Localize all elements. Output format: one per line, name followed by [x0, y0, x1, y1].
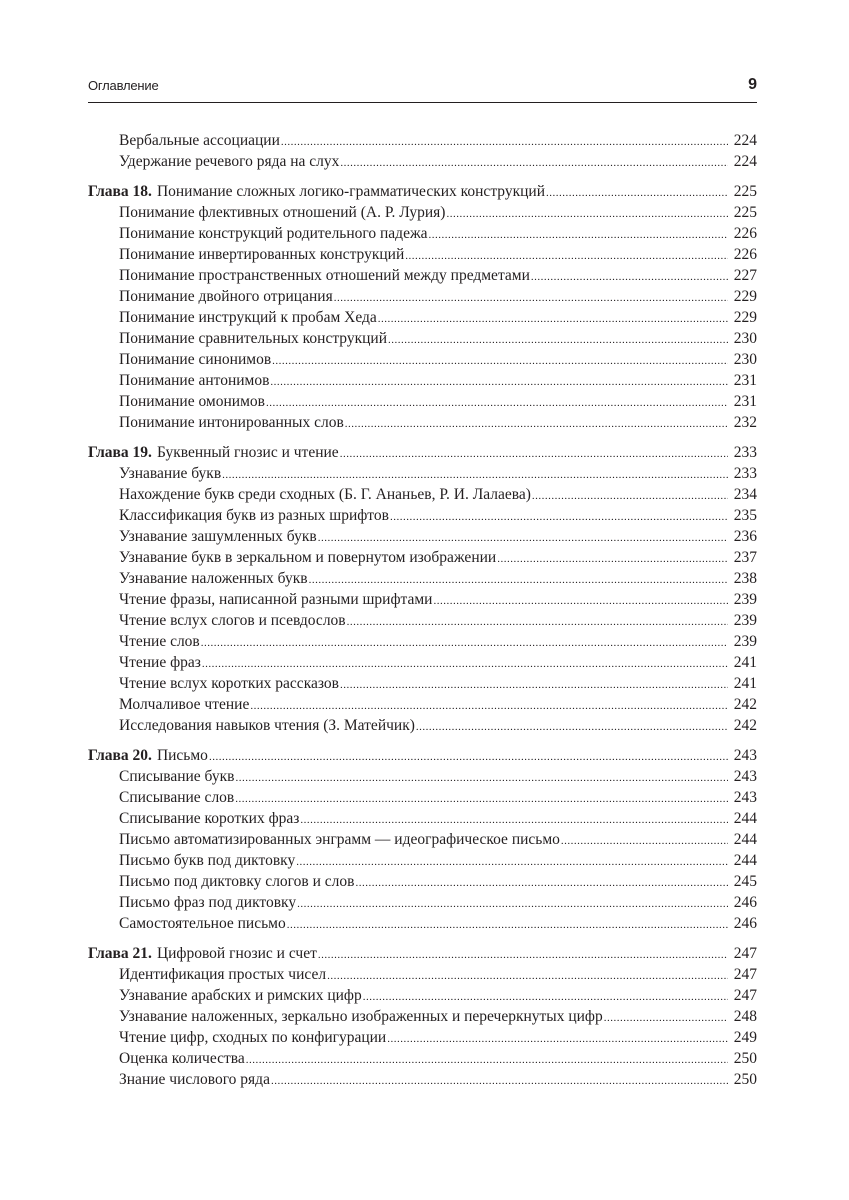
toc-entry[interactable] [88, 610, 757, 631]
toc-entry-page: 248 [733, 1008, 757, 1025]
toc-entry[interactable] [88, 985, 757, 1006]
toc-entry-title: Узнавание наложенных, зеркально изображенных и перечеркнутых цифр [119, 1008, 603, 1025]
toc-entry-page: 245 [733, 873, 757, 890]
toc-entry-page: 232 [733, 414, 757, 431]
toc-entry-title: Понимание интонированных слов [119, 414, 344, 431]
dot-leader [246, 1050, 728, 1071]
dot-leader [390, 507, 728, 528]
toc-entry-title: Чтение цифр, сходных по конфигурации [119, 1029, 387, 1046]
toc-entry[interactable] [88, 652, 757, 673]
dot-leader [604, 1008, 728, 1029]
toc-entry-page: 224 [733, 132, 757, 149]
dot-leader [355, 873, 728, 894]
toc-entry[interactable] [88, 1069, 757, 1090]
toc-entry-title: Классификация букв из разных шрифтов [119, 507, 389, 524]
toc-entry-page: 250 [733, 1050, 757, 1067]
toc-entry-page: 241 [733, 654, 757, 671]
dot-leader [309, 570, 728, 591]
toc-entry-page: 235 [733, 507, 757, 524]
dot-leader [296, 852, 728, 873]
dot-leader [405, 246, 728, 267]
toc-entry-title: Узнавание зашумленных букв [119, 528, 317, 545]
toc-entry[interactable] [88, 808, 757, 829]
toc-entry[interactable] [88, 850, 757, 871]
chapter-label: Глава 19. [88, 444, 152, 461]
toc-entry[interactable] [88, 286, 757, 307]
toc-entry-title: Письмо букв под диктовку [119, 852, 296, 869]
toc-entry[interactable] [88, 151, 757, 172]
dot-leader [378, 309, 728, 330]
dot-leader [300, 810, 728, 831]
toc-entry-title: Оценка количества [119, 1050, 245, 1067]
toc-entry-page: 247 [733, 987, 757, 1004]
toc-entry-page: 246 [733, 894, 757, 911]
page-number: 9 [748, 76, 757, 93]
toc-entry-title: Идентификация простых чисел [119, 966, 327, 983]
toc-entry[interactable] [88, 766, 757, 787]
toc-entry[interactable] [88, 673, 757, 694]
dot-leader [340, 675, 728, 696]
dot-leader [327, 966, 728, 987]
dot-leader [272, 351, 728, 372]
toc-entry-title: Письмо под диктовку слогов и слов [119, 873, 355, 890]
dot-leader [287, 915, 728, 936]
dot-leader [347, 612, 728, 633]
dot-leader [345, 414, 728, 435]
table-of-contents [88, 130, 757, 1090]
dot-leader [363, 987, 728, 1008]
toc-entry-title: Буквенный гнозис и чтение [156, 444, 339, 461]
toc-entry-page: 236 [733, 528, 757, 545]
toc-entry-page: 225 [733, 183, 757, 200]
running-header [88, 76, 757, 103]
toc-entry-page: 246 [733, 915, 757, 932]
chapter-label: Глава 18. [88, 183, 152, 200]
toc-chapter-entry[interactable] [88, 442, 757, 463]
toc-entry-page: 239 [733, 633, 757, 650]
toc-entry-page: 229 [733, 309, 757, 326]
toc-entry-title: Письмо автоматизированных энграмм — идеографическое письмо [119, 831, 560, 848]
toc-entry[interactable] [88, 370, 757, 391]
toc-entry[interactable] [88, 130, 757, 151]
toc-entry[interactable] [88, 715, 757, 736]
dot-leader [281, 132, 728, 153]
toc-entry-title: Письмо фраз под диктовку [119, 894, 297, 911]
toc-entry[interactable] [88, 1006, 757, 1027]
toc-entry[interactable] [88, 349, 757, 370]
toc-entry-title: Понимание двойного отрицания [119, 288, 333, 305]
toc-entry-page: 230 [733, 330, 757, 347]
toc-chapter-entry[interactable] [88, 943, 757, 964]
toc-entry-title: Молчаливое чтение [119, 696, 250, 713]
toc-entry-page: 250 [733, 1071, 757, 1088]
toc-entry-title: Чтение фразы, написанной разными шрифтами [119, 591, 433, 608]
dot-leader [202, 654, 728, 675]
toc-entry-page: 244 [733, 831, 757, 848]
toc-entry[interactable] [88, 829, 757, 850]
dot-leader [497, 549, 728, 570]
toc-entry[interactable] [88, 463, 757, 484]
toc-entry[interactable] [88, 568, 757, 589]
toc-entry[interactable] [88, 589, 757, 610]
toc-entry-page: 230 [733, 351, 757, 368]
toc-entry-title: Узнавание наложенных букв [119, 570, 308, 587]
dot-leader [297, 894, 728, 915]
toc-entry-title: Понимание пространственных отношений между предметами [119, 267, 530, 284]
toc-entry-page: 234 [733, 486, 757, 503]
dot-leader [532, 486, 728, 507]
toc-entry-title: Исследования навыков чтения (З. Матейчик) [119, 717, 415, 734]
toc-entry-page: 239 [733, 591, 757, 608]
toc-entry-title: Самостоятельное письмо [119, 915, 286, 932]
toc-entry-page: 242 [733, 696, 757, 713]
toc-entry-title: Списывание букв [119, 768, 235, 785]
dot-leader [235, 789, 728, 810]
toc-entry-title: Списывание коротких фраз [119, 810, 300, 827]
toc-entry[interactable] [88, 694, 757, 715]
toc-chapter-entry[interactable] [88, 181, 757, 202]
dot-leader [446, 204, 728, 225]
dot-leader [387, 1029, 728, 1050]
dot-leader [334, 288, 728, 309]
dot-leader [318, 945, 728, 966]
toc-entry-page: 225 [733, 204, 757, 221]
toc-entry-page: 229 [733, 288, 757, 305]
toc-entry[interactable] [88, 484, 757, 505]
toc-entry-page: 244 [733, 852, 757, 869]
toc-entry[interactable] [88, 265, 757, 286]
toc-entry-page: 243 [733, 768, 757, 785]
toc-entry[interactable] [88, 412, 757, 433]
chapter-label: Глава 21. [88, 945, 152, 962]
dot-leader [271, 1071, 728, 1092]
toc-entry-title: Знание числового ряда [119, 1071, 270, 1088]
toc-entry-title: Чтение слов [119, 633, 200, 650]
toc-entry-title: Понимание флективных отношений (А. Р. Лурия) [119, 204, 446, 221]
toc-entry-page: 226 [733, 246, 757, 263]
toc-entry-title: Понимание сложных логико-грамматических конструкций [156, 183, 545, 200]
toc-entry-page: 238 [733, 570, 757, 587]
dot-leader [318, 528, 728, 549]
toc-entry[interactable] [88, 526, 757, 547]
toc-entry-page: 227 [733, 267, 757, 284]
toc-entry[interactable] [88, 505, 757, 526]
dot-leader [561, 831, 728, 852]
toc-entry-title: Понимание инвертированных конструкций [119, 246, 405, 263]
dot-leader [429, 225, 728, 246]
dot-leader [531, 267, 728, 288]
toc-entry-title: Понимание антонимов [119, 372, 270, 389]
toc-chapter-entry[interactable] [88, 745, 757, 766]
toc-entry-page: 231 [733, 372, 757, 389]
toc-entry[interactable] [88, 547, 757, 568]
toc-entry[interactable] [88, 1048, 757, 1069]
toc-entry[interactable] [88, 307, 757, 328]
running-header-title: Оглавление [88, 78, 159, 93]
toc-entry-title: Понимание инструкций к пробам Хеда [119, 309, 377, 326]
dot-leader [433, 591, 728, 612]
toc-entry-page: 233 [733, 465, 757, 482]
toc-entry[interactable] [88, 871, 757, 892]
toc-entry-title: Чтение фраз [119, 654, 201, 671]
toc-entry-page: 226 [733, 225, 757, 242]
toc-entry-page: 237 [733, 549, 757, 566]
toc-entry[interactable] [88, 244, 757, 265]
dot-leader [201, 633, 728, 654]
toc-entry-title: Вербальные ассоциации [119, 132, 280, 149]
toc-entry[interactable] [88, 391, 757, 412]
toc-entry-title: Чтение вслух слогов и псевдослов [119, 612, 346, 629]
toc-entry[interactable] [88, 328, 757, 349]
toc-entry[interactable] [88, 202, 757, 223]
toc-entry-title: Цифровой гнозис и счет [156, 945, 317, 962]
toc-entry-page: 239 [733, 612, 757, 629]
toc-entry-title: Письмо [156, 747, 208, 764]
toc-entry[interactable] [88, 1027, 757, 1048]
toc-entry-page: 224 [733, 153, 757, 170]
toc-entry[interactable] [88, 892, 757, 913]
toc-entry-page: 243 [733, 789, 757, 806]
toc-entry-page: 231 [733, 393, 757, 410]
toc-entry-title: Узнавание арабских и римских цифр [119, 987, 362, 1004]
dot-leader [235, 768, 728, 789]
toc-entry[interactable] [88, 964, 757, 985]
toc-entry-title: Понимание омонимов [119, 393, 265, 410]
toc-entry-title: Понимание синонимов [119, 351, 272, 368]
toc-entry[interactable] [88, 787, 757, 808]
dot-leader [209, 747, 728, 768]
toc-entry-title: Удержание речевого ряда на слух [119, 153, 340, 170]
dot-leader [266, 393, 728, 414]
toc-entry-page: 243 [733, 747, 757, 764]
toc-entry-page: 247 [733, 945, 757, 962]
toc-entry-page: 244 [733, 810, 757, 827]
toc-entry[interactable] [88, 631, 757, 652]
toc-entry[interactable] [88, 223, 757, 244]
toc-entry-title: Узнавание букв в зеркальном и повернутом изображении [119, 549, 497, 566]
dot-leader [340, 153, 728, 174]
toc-entry-title: Понимание конструкций родительного падежа [119, 225, 428, 242]
toc-entry-title: Нахождение букв среди сходных (Б. Г. Ананьев, Р. И. Лалаева) [119, 486, 531, 503]
toc-entry-page: 249 [733, 1029, 757, 1046]
dot-leader [222, 465, 728, 486]
toc-entry-page: 247 [733, 966, 757, 983]
dot-leader [270, 372, 728, 393]
dot-leader [250, 696, 728, 717]
dot-leader [416, 717, 728, 738]
dot-leader [340, 444, 728, 465]
toc-entry-title: Узнавание букв [119, 465, 222, 482]
toc-entry-page: 242 [733, 717, 757, 734]
toc-entry-title: Чтение вслух коротких рассказов [119, 675, 339, 692]
dot-leader [388, 330, 728, 351]
toc-entry-page: 233 [733, 444, 757, 461]
toc-entry-title: Списывание слов [119, 789, 235, 806]
toc-entry-page: 241 [733, 675, 757, 692]
toc-entry-title: Понимание сравнительных конструкций [119, 330, 388, 347]
chapter-label: Глава 20. [88, 747, 152, 764]
dot-leader [546, 183, 728, 204]
toc-entry[interactable] [88, 913, 757, 934]
